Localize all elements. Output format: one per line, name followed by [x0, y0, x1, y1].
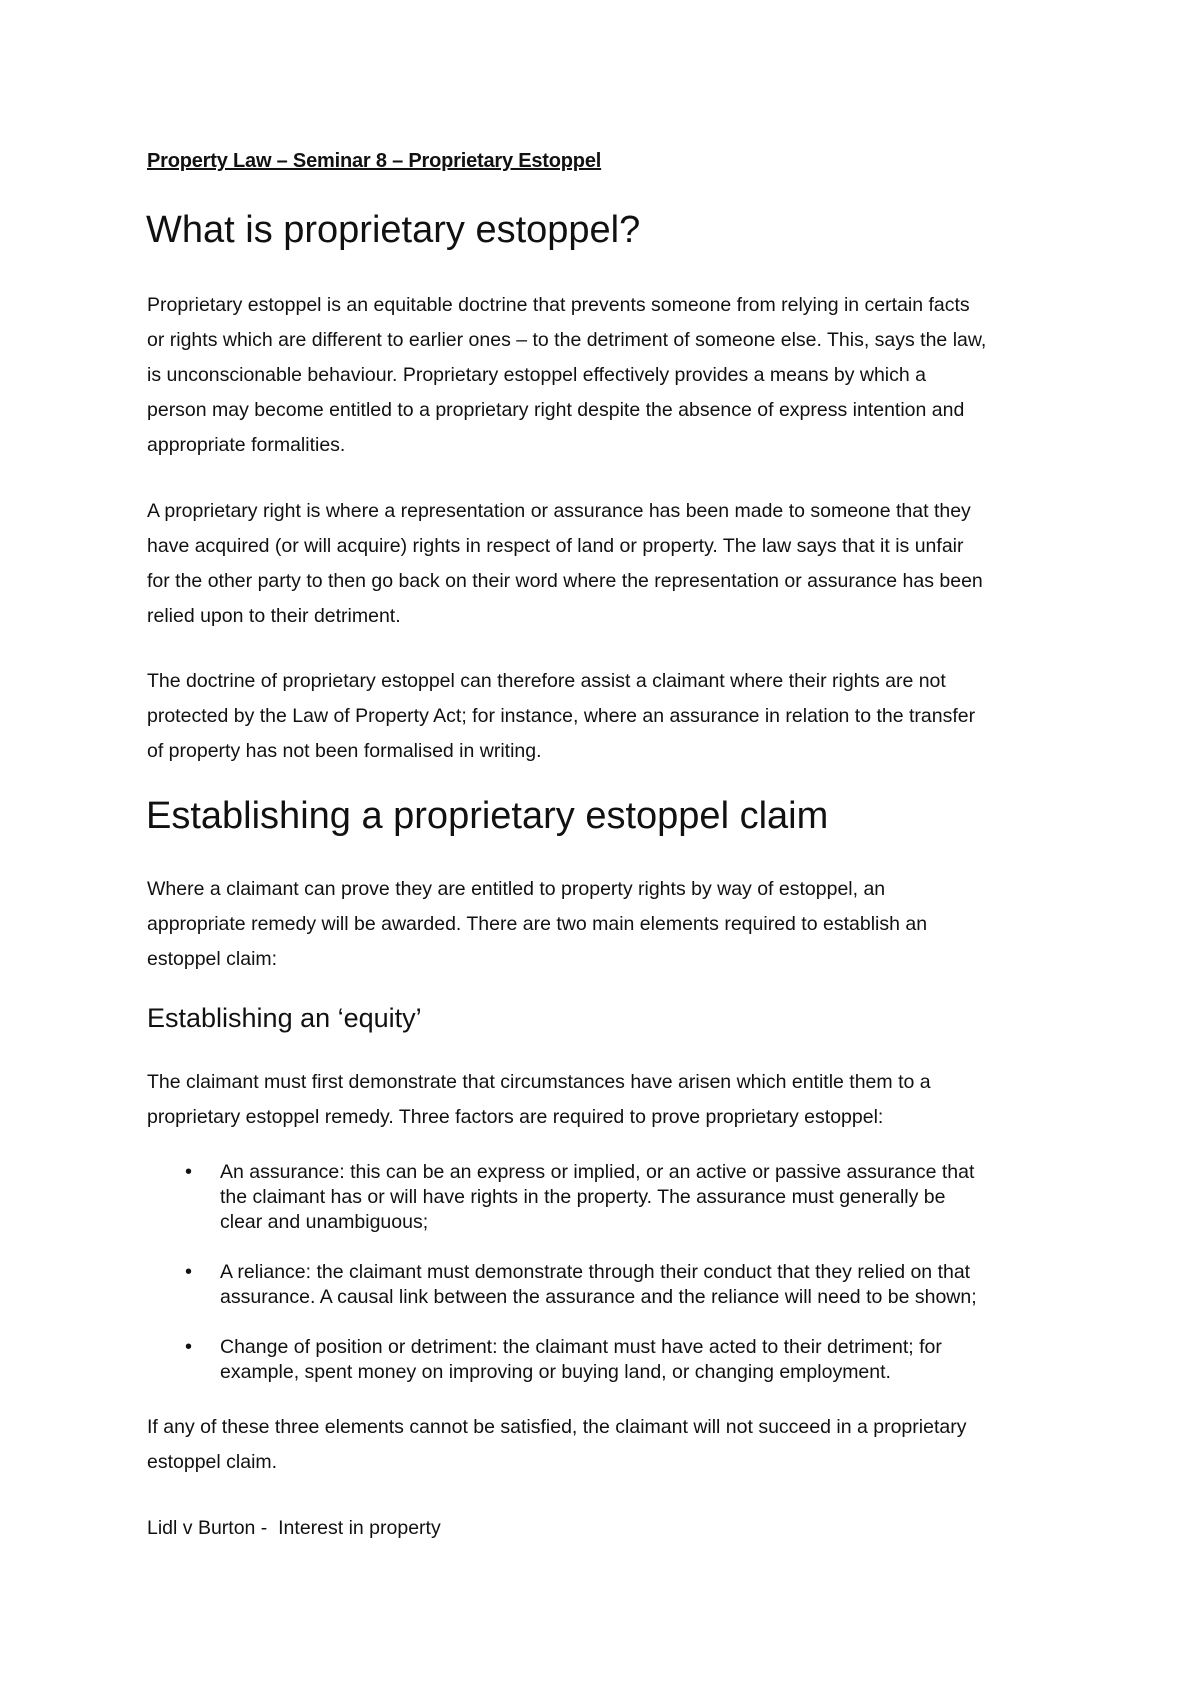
paragraph-definition — [147, 288, 1067, 463]
paragraph-line: estoppel claim: — [147, 948, 278, 970]
heading-establishing-equity: Establishing an ‘equity’ — [147, 1003, 422, 1033]
paragraph-line: have acquired (or will acquire) rights in respect of land or property. The law says that it is unfair — [147, 535, 964, 557]
paragraph-proprietary-right — [147, 494, 1067, 634]
paragraph-conclusion — [147, 1410, 1067, 1480]
bullet-icon: • — [185, 1336, 193, 1358]
paragraph-line: protected by the Law of Property Act; for instance, where an assurance in relation to the transfer — [147, 705, 976, 727]
paragraph-line: is unconscionable behaviour. Proprietary estoppel effectively provides a means by which a — [147, 364, 927, 386]
paragraph-equity-intro — [147, 1065, 1067, 1135]
bullet-icon: • — [185, 1261, 193, 1283]
paragraph-line: The doctrine of proprietary estoppel can therefore assist a claimant where their rights are not — [147, 670, 946, 692]
list-item-line: clear and unambiguous; — [220, 1211, 429, 1233]
paragraph-doctrine — [147, 664, 1067, 769]
paragraph-line: for the other party to then go back on their word where the representation or assurance has been — [147, 570, 983, 592]
list-item — [147, 1160, 1067, 1235]
paragraph-line: person may become entitled to a proprietary right despite the absence of express intention and — [147, 399, 965, 421]
paragraph-line: Proprietary estoppel is an equitable doctrine that prevents someone from relying in certain facts — [147, 294, 970, 316]
heading-establishing-claim: Establishing a proprietary estoppel claim — [146, 795, 829, 837]
paragraph-line: or rights which are different to earlier ones – to the detriment of someone else. This, says the law, — [147, 329, 987, 351]
paragraph-line: of property has not been formalised in writing. — [147, 740, 542, 762]
case-note: Lidl v Burton - Interest in property — [147, 1517, 441, 1539]
paragraph-claim-elements — [147, 872, 1067, 977]
list-item-line: example, spent money on improving or buying land, or changing employment. — [220, 1361, 891, 1383]
paragraph-line: Where a claimant can prove they are entitled to property rights by way of estoppel, an — [147, 878, 886, 900]
list-item — [147, 1260, 1067, 1310]
list-item-line: assurance. A causal link between the assurance and the reliance will need to be shown; — [220, 1286, 977, 1308]
paragraph-line: The claimant must first demonstrate that circumstances have arisen which entitle them to a — [147, 1071, 931, 1093]
heading-what-is-proprietary-estoppel: What is proprietary estoppel? — [146, 209, 641, 251]
document-title: Property Law – Seminar 8 – Proprietary Estoppel — [147, 150, 602, 172]
list-item-line: Change of position or detriment: the claimant must have acted to their detriment; for — [220, 1336, 942, 1358]
paragraph-line: appropriate formalities. — [147, 434, 346, 456]
paragraph-line: estoppel claim. — [147, 1451, 278, 1473]
paragraph-line: relied upon to their detriment. — [147, 605, 401, 627]
paragraph-line: If any of these three elements cannot be satisfied, the claimant will not succeed in a proprietary — [147, 1416, 967, 1438]
paragraph-line: proprietary estoppel remedy. Three factors are required to prove proprietary estoppel: — [147, 1106, 884, 1128]
bullet-icon: • — [185, 1161, 193, 1183]
factor-list — [147, 1160, 1067, 1410]
list-item-line: A reliance: the claimant must demonstrate through their conduct that they relied on that — [220, 1261, 971, 1283]
list-item-line: An assurance: this can be an express or implied, or an active or passive assurance that — [220, 1161, 975, 1183]
list-item — [147, 1335, 1067, 1385]
paragraph-line: A proprietary right is where a representation or assurance has been made to someone that they — [147, 500, 971, 522]
list-item-line: the claimant has or will have rights in the property. The assurance must generally be — [220, 1186, 946, 1208]
paragraph-line: appropriate remedy will be awarded. There are two main elements required to establish an — [147, 913, 928, 935]
